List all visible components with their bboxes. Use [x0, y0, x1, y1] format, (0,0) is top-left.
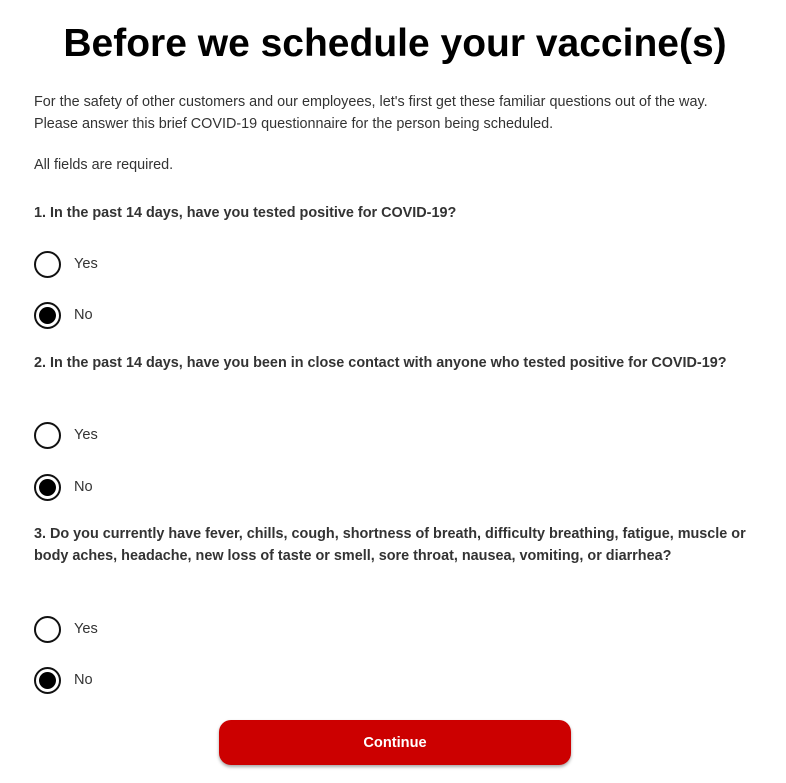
option-label: No: [74, 479, 93, 495]
option-label: No: [74, 672, 93, 688]
option-label: Yes: [74, 427, 98, 443]
option-label: Yes: [74, 256, 98, 272]
intro-line-2: Please answer this brief COVID-19 questionnaire for the person being scheduled.: [34, 116, 554, 132]
radio-checked-icon[interactable]: [34, 667, 61, 694]
question-3-text: 3. Do you currently have fever, chills, cough, shortness of breath, difficulty breathing, fatigue, muscle or body aches, headache, new loss of taste or smell, sore throat, nausea, vomiting, or diarrhea?: [34, 526, 746, 564]
radio-checked-icon[interactable]: [34, 302, 61, 329]
question-2-option-yes[interactable]: [34, 419, 98, 451]
radio-checked-icon[interactable]: [34, 474, 61, 501]
required-note: All fields are required.: [34, 157, 174, 173]
question-1-option-no[interactable]: [34, 299, 93, 331]
radio-unchecked-icon[interactable]: [34, 422, 61, 449]
radio-unchecked-icon[interactable]: [34, 616, 61, 643]
intro-text: [34, 91, 764, 135]
question-1-text: 1. In the past 14 days, have you tested positive for COVID-19?: [34, 205, 457, 221]
question-3-option-no[interactable]: [34, 664, 93, 696]
question-1-option-yes[interactable]: [34, 248, 98, 280]
intro-line-1: For the safety of other customers and our employees, let's first get these familiar questions out of the way.: [34, 94, 708, 110]
question-2-option-no[interactable]: [34, 471, 93, 503]
question-3-option-yes[interactable]: [34, 613, 98, 645]
radio-unchecked-icon[interactable]: [34, 251, 61, 278]
option-label: No: [74, 307, 93, 323]
continue-button[interactable]: Continue: [219, 720, 571, 765]
question-2-text: 2. In the past 14 days, have you been in close contact with anyone who tested positive for COVID-19?: [34, 355, 727, 371]
page-title: Before we schedule your vaccine(s): [63, 22, 727, 65]
option-label: Yes: [74, 621, 98, 637]
